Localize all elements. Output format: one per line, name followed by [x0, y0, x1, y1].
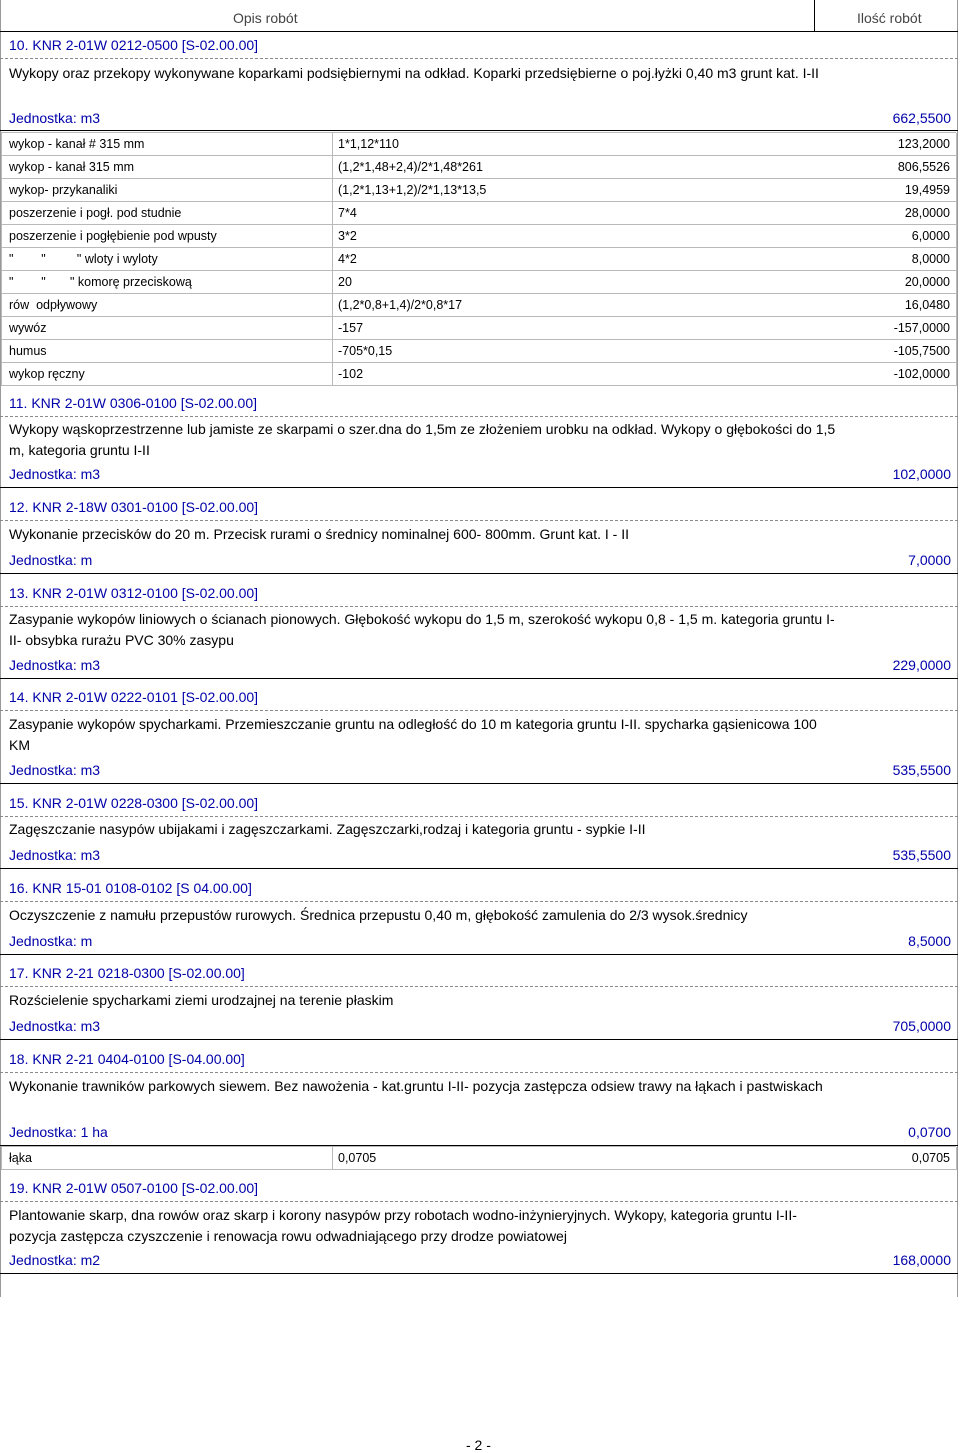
item-underline [0, 783, 958, 784]
item-description: Rozścielenie spycharkami ziemi urodzajnej na terenie płaskim [9, 992, 394, 1008]
item-quantity: 229,0000 [892, 657, 951, 673]
item-quantity: 535,5500 [892, 847, 951, 863]
item-description: Zagęszczanie nasypów ubijakami i zagęszczarkami. Zagęszczarki,rodzaj i kategoria gruntu - sypkie I-II [9, 821, 646, 837]
item-separator [0, 58, 958, 59]
measurement-formula: 20 [338, 275, 352, 289]
item-code: 11. KNR 2-01W 0306-0100 [S-02.00.00] [9, 395, 258, 411]
measurement-row [1, 225, 958, 248]
item-underline [0, 954, 958, 955]
measurement-name: wykop - kanał # 315 mm [9, 137, 145, 151]
item-separator [0, 1201, 958, 1202]
measurement-row [1, 156, 958, 179]
item-code: 19. KNR 2-01W 0507-0100 [S-02.00.00] [9, 1180, 259, 1196]
item-unit: Jednostka: m3 [9, 1018, 101, 1034]
measurement-formula: 7*4 [338, 206, 357, 220]
measurement-row [1, 317, 958, 340]
measurement-value: 8,0000 [911, 252, 950, 266]
item-quantity: 168,0000 [892, 1252, 951, 1268]
measurement-value: -157,0000 [893, 321, 950, 335]
item-unit: Jednostka: m3 [9, 847, 101, 863]
measurement-name: " " " wloty i wyloty [9, 252, 158, 266]
item-separator [0, 816, 958, 817]
measurement-value: 20,0000 [904, 275, 950, 289]
measurement-row [1, 248, 958, 271]
item-unit: Jednostka: m3 [9, 762, 101, 778]
item-code: 17. KNR 2-21 0218-0300 [S-02.00.00] [9, 965, 245, 981]
item-underline [0, 130, 958, 131]
item-quantity: 0,0700 [908, 1124, 951, 1140]
measurement-name: wykop ręczny [9, 367, 85, 381]
item-description: Wykopy wąskoprzestrzenne lub jamiste ze skarpami o szer.dna do 1,5m ze złożeniem urobku na odkład. Wykopy o głębokości do 1,5 m, kategoria gruntu I-II [9, 421, 836, 458]
item-code: 10. KNR 2-01W 0212-0500 [S-02.00.00] [9, 37, 259, 53]
header-divider [814, 0, 815, 31]
item-unit: Jednostka: m3 [9, 110, 101, 126]
item-code: 16. KNR 15-01 0108-0102 [S 04.00.00] [9, 880, 252, 896]
item-underline [0, 678, 958, 679]
item-code: 12. KNR 2-18W 0301-0100 [S-02.00.00] [9, 499, 259, 515]
item-code: 15. KNR 2-01W 0228-0300 [S-02.00.00] [9, 795, 259, 811]
measurement-formula: 0,0705 [338, 1151, 377, 1165]
measurement-value: 16,0480 [904, 298, 950, 312]
item-quantity: 662,5500 [892, 110, 951, 126]
measurement-formula: (1,2*0,8+1,4)/2*0,8*17 [338, 298, 463, 312]
table-header [0, 0, 958, 31]
item-underline [0, 1039, 958, 1040]
measurement-row [1, 133, 958, 156]
item-unit: Jednostka: m [9, 552, 93, 568]
page-number: - 2 - [466, 1437, 491, 1453]
measurement-value: 123,2000 [897, 137, 950, 151]
item-unit: Jednostka: m3 [9, 657, 101, 673]
measurement-row [1, 340, 958, 363]
measurement-formula: -102 [338, 367, 364, 381]
item-quantity: 705,0000 [892, 1018, 951, 1034]
item-separator [0, 520, 958, 521]
measurement-row [1, 1147, 958, 1170]
item-separator [0, 416, 958, 417]
item-quantity: 8,5000 [908, 933, 951, 949]
item-unit: Jednostka: m3 [9, 466, 101, 482]
item-code: 18. KNR 2-21 0404-0100 [S-04.00.00] [9, 1051, 245, 1067]
item-unit: Jednostka: m [9, 933, 93, 949]
measurement-row [1, 271, 958, 294]
measurement-name: poszerzenie i pogłębienie pod wpusty [9, 229, 217, 243]
measurement-name: wykop- przykanaliki [9, 183, 118, 197]
item-description: Wykopy oraz przekopy wykonywane koparkami podsiębiernymi na odkład. Koparki przedsiębierne o poj.łyżki 0,40 m3 grunt kat. I-II [9, 65, 819, 81]
item-description: Oczyszczenie z namułu przepustów rurowych. Średnica przepustu 0,40 m, głębokość zamulenia do 2/3 wysok.średnicy [9, 907, 748, 923]
item-quantity: 535,5500 [892, 762, 951, 778]
item-separator [0, 710, 958, 711]
item-underline [0, 868, 958, 869]
measurement-row [1, 294, 958, 317]
item-separator [0, 1072, 958, 1073]
item-underline [0, 1273, 958, 1274]
header-opis: Opis robót [233, 10, 298, 26]
measurement-formula: -705*0,15 [338, 344, 393, 358]
item-code: 13. KNR 2-01W 0312-0100 [S-02.00.00] [9, 585, 259, 601]
header-bottom-line [0, 31, 958, 32]
measurement-formula: (1,2*1,13+1,2)/2*1,13*13,5 [338, 183, 487, 197]
measurement-formula: -157 [338, 321, 364, 335]
measurement-name: " " " komorę przeciskową [9, 275, 192, 289]
header-ilosc: Ilość robót [857, 10, 922, 26]
item-unit: Jednostka: m2 [9, 1252, 101, 1268]
measurement-value: -102,0000 [893, 367, 950, 381]
item-unit: Jednostka: 1 ha [9, 1124, 108, 1140]
measurement-value: 28,0000 [904, 206, 950, 220]
measurement-formula: (1,2*1,48+2,4)/2*1,48*261 [338, 160, 483, 174]
measurement-value: 19,4959 [904, 183, 950, 197]
item-underline [0, 573, 958, 574]
measurement-formula: 1*1,12*110 [338, 137, 399, 151]
item-description: Zasypanie wykopów spycharkami. Przemieszczanie gruntu na odległość do 10 m kategoria gruntu I-II. spycharka gąsienicowa 100 KM [9, 716, 817, 753]
item-underline [0, 487, 958, 488]
measurement-value: -105,7500 [893, 344, 950, 358]
item-description: Zasypanie wykopów liniowych o ścianach pionowych. Głębokość wykopu do 1,5 m, szerokość wykopu 0,8 - 1,5 m. kategoria gruntu I-II- obsybka rurażu PVC 30% zasypu [9, 611, 835, 648]
measurement-name: wywóz [9, 321, 47, 335]
item-quantity: 7,0000 [908, 552, 951, 568]
item-description: Wykonanie trawników parkowych siewem. Bez nawożenia - kat.gruntu I-II- pozycja zastępcza odsiew trawy na łąkach i pastwiskach [9, 1078, 823, 1094]
measurement-name: wykop - kanał 315 mm [9, 160, 135, 174]
measurement-value: 806,5526 [897, 160, 950, 174]
item-separator [0, 606, 958, 607]
item-separator [0, 901, 958, 902]
item-separator [0, 986, 958, 987]
measurement-row [1, 363, 958, 386]
measurement-value: 0,0705 [911, 1151, 950, 1165]
measurement-name: łąka [9, 1151, 32, 1165]
measurement-name: poszerzenie i pogł. pod studnie [9, 206, 182, 220]
measurement-row [1, 202, 958, 225]
measurement-row [1, 179, 958, 202]
measurement-value: 6,0000 [911, 229, 950, 243]
measurement-name: rów odpływowy [9, 298, 98, 312]
measurement-formula: 3*2 [338, 229, 357, 243]
measurement-formula: 4*2 [338, 252, 357, 266]
item-description: Plantowanie skarp, dna rowów oraz skarp i korony nasypów przy robotach wodno-inżynieryjnych. Wykopy, kategoria gruntu I-II- pozycja zastępcza czyszczenie i renowacja rowu odwadniającego przy drodze powiatowej [9, 1207, 797, 1244]
measurement-name: humus [9, 344, 47, 358]
item-code: 14. KNR 2-01W 0222-0101 [S-02.00.00] [9, 689, 259, 705]
item-quantity: 102,0000 [892, 466, 951, 482]
item-description: Wykonanie przecisków do 20 m. Przecisk rurami o średnicy nominalnej 600- 800mm. Grunt kat. I - II [9, 526, 629, 542]
